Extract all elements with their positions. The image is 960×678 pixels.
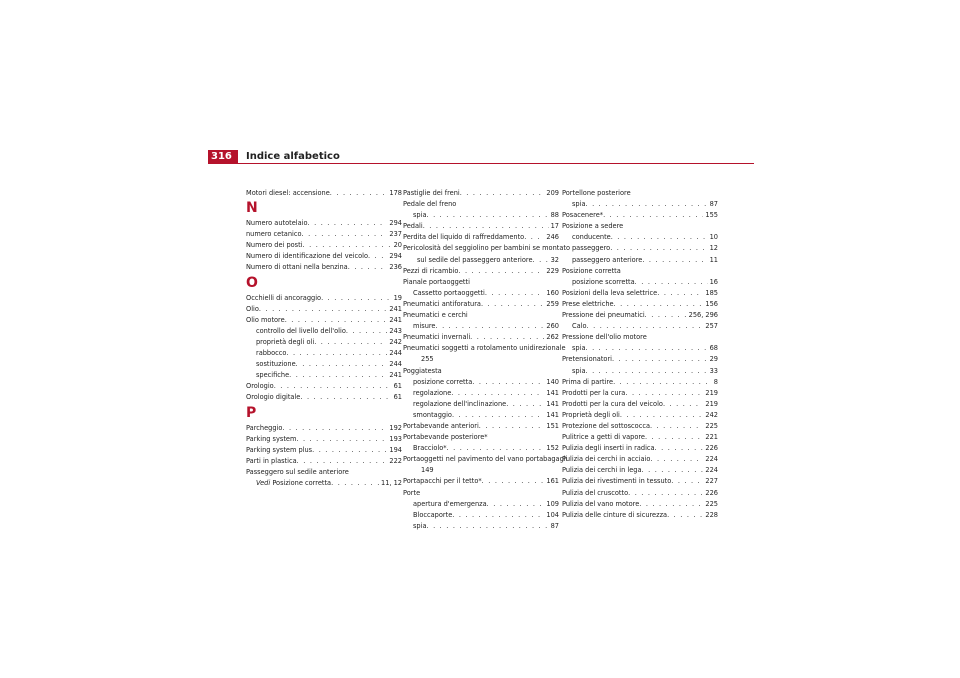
index-subentry: spia . . . 88 <box>403 210 559 221</box>
index-subentry: regolazione dell'inclinazione . . . 141 <box>403 399 559 410</box>
index-subentry: Bracciolo* . . . 152 <box>403 443 559 454</box>
index-subentry: conducente . . . 10 <box>562 232 718 243</box>
index-entry: Pneumatici soggetti a rotolamento unidirezionale <box>403 344 566 353</box>
index-subentry: posizione scorretta . . . 16 <box>562 277 718 288</box>
index-entry: Olio motore . . . 241 <box>246 315 402 326</box>
index-entry: Pianale portaoggetti <box>403 277 470 286</box>
index-entry: Parking system plus . . . 194 <box>246 445 402 456</box>
index-entry: Protezione del sottoscocca . . . 225 <box>562 421 718 432</box>
page-number: 316 <box>208 150 238 164</box>
index-entry: Pretensionatori . . . 29 <box>562 354 718 365</box>
index-entry: Proprietà degli oli . . . 242 <box>562 410 718 421</box>
index-subentry: posizione corretta . . . 140 <box>403 377 559 388</box>
index-entry: Pedale del freno <box>403 200 457 209</box>
index-subentry: rabbocco . . . 244 <box>246 348 402 359</box>
index-entry: Motori diesel: accensione . . . 178 <box>246 188 402 199</box>
index-subentry: Calo . . . 257 <box>562 321 718 332</box>
index-subentry: Bloccaporte . . . 104 <box>403 510 559 521</box>
index-entry: Numero di ottani nella benzina . . . 236 <box>246 262 402 273</box>
index-entry: Perdita del liquido di raffreddamento . . . 246 <box>403 232 559 243</box>
index-subentry: Cassetto portaoggetti . . . 160 <box>403 288 559 299</box>
section-letter-p: P <box>246 404 257 421</box>
index-entry: Passeggero sul sedile anteriore <box>246 467 349 476</box>
index-entry: Pezzi di ricambio . . . 229 <box>403 266 559 277</box>
index-entry: Pulizia dei cerchi in lega . . . 224 <box>562 465 718 476</box>
index-entry: Pulitrice a getti di vapore . . . 221 <box>562 432 718 443</box>
index-entry: Poggiatesta <box>403 366 442 375</box>
index-column-1 <box>246 188 402 489</box>
index-entry: Pressione dell'olio motore <box>562 333 647 342</box>
index-entry: Prodotti per la cura . . . 219 <box>562 388 718 399</box>
index-subentry: apertura d'emergenza . . . 109 <box>403 499 559 510</box>
index-entry-continuation: sul sedile del passeggero anteriore . . . 32 <box>403 255 559 266</box>
index-entry: Pastiglie dei freni . . . 209 <box>403 188 559 199</box>
see-reference: Vedi <box>256 478 271 487</box>
index-entry: Numero autotelaio . . . 294 <box>246 218 402 229</box>
index-entry: Olio . . . 241 <box>246 304 402 315</box>
index-entry: Numero di identificazione del veicolo . . . 294 <box>246 251 402 262</box>
index-entry-page: 255 <box>421 355 434 364</box>
index-subentry: spia . . . 87 <box>562 199 718 210</box>
index-entry: Portellone posteriore <box>562 189 631 197</box>
header-rule <box>238 163 754 164</box>
index-entry: Orologio . . . 61 <box>246 381 402 392</box>
index-entry: Pressione dei pneumatici . . . 256, 296 <box>562 310 718 321</box>
index-entry: Prodotti per la cura del veicolo . . . 219 <box>562 399 718 410</box>
section-letter-n: N <box>246 200 258 217</box>
index-entry: Portabevande anteriori . . . 151 <box>403 421 559 432</box>
index-subentry: passeggero anteriore . . . 11 <box>562 255 718 266</box>
index-entry: Posizioni della leva selettrice . . . 185 <box>562 288 718 299</box>
index-subentry: spia . . . 87 <box>403 521 559 532</box>
index-entry: Pneumatici antiforatura . . . 259 <box>403 299 559 310</box>
index-entry: Pedali . . . 17 <box>403 221 559 232</box>
index-subentry: specifiche . . . 241 <box>246 370 402 381</box>
index-entry: Pulizia del cruscotto . . . 226 <box>562 488 718 499</box>
index-entry: Portapacchi per il tetto* . . . 161 <box>403 476 559 487</box>
index-entry: Pulizia dei cerchi in acciaio . . . 224 <box>562 454 718 465</box>
index-subentry: smontaggio . . . 141 <box>403 410 559 421</box>
index-entry: Parti in plastica . . . 222 <box>246 456 402 467</box>
index-subentry: sostituzione . . . 244 <box>246 359 402 370</box>
index-entry: Parcheggio . . . 192 <box>246 423 402 434</box>
index-entry: Portaoggetti nel pavimento del vano portabagagli <box>403 455 568 464</box>
index-entry: Porte <box>403 488 421 497</box>
section-letter-o: O <box>246 274 258 291</box>
index-column-2 <box>403 188 571 532</box>
index-entry: Prima di partire . . . 8 <box>562 377 718 388</box>
index-entry: Numero dei posti . . . 20 <box>246 240 402 251</box>
index-entry: numero cetanico . . . 237 <box>246 229 402 240</box>
index-subentry: regolazione . . . 141 <box>403 388 559 399</box>
index-entry: Pneumatici e cerchi <box>403 311 468 320</box>
index-subentry: misure . . . 260 <box>403 321 559 332</box>
index-entry: Posizione a sedere <box>562 222 624 231</box>
index-entry: Orologio digitale . . . 61 <box>246 392 402 403</box>
index-entry-page: 149 <box>421 466 434 475</box>
index-entry: Pulizia dei rivestimenti in tessuto . . . 227 <box>562 476 718 487</box>
index-subentry: Vedi Posizione corretta . . . 11, 12 <box>246 478 402 489</box>
page-title: Indice alfabetico <box>246 151 340 162</box>
index-entry: Pulizia delle cinture di sicurezza . . . 228 <box>562 510 718 521</box>
index-entry: Occhielli di ancoraggio . . . 19 <box>246 293 402 304</box>
index-subentry: controllo del livello dell'olio . . . 243 <box>246 326 402 337</box>
index-entry: Parking system . . . 193 <box>246 434 402 445</box>
index-subentry: spia . . . 33 <box>562 366 718 377</box>
index-entry: Pulizia degli inserti in radica . . . 226 <box>562 443 718 454</box>
index-entry: Pulizia del vano motore . . . 225 <box>562 499 718 510</box>
index-subentry: passeggero . . . 12 <box>562 243 718 254</box>
index-entry: Portabevande posteriore* <box>403 433 488 442</box>
index-entry: Posacenere* . . . 155 <box>562 210 718 221</box>
index-entry: Pericolosità del seggiolino per bambini se montato <box>403 244 571 253</box>
index-subentry: proprietà degli oli . . . 242 <box>246 337 402 348</box>
index-entry: Pneumatici invernali . . . 262 <box>403 332 559 343</box>
index-entry: Prese elettriche . . . 156 <box>562 299 718 310</box>
index-entry: Posizione corretta <box>562 266 621 275</box>
index-subentry: spia . . . 68 <box>562 343 718 354</box>
index-column-3 <box>562 188 718 521</box>
